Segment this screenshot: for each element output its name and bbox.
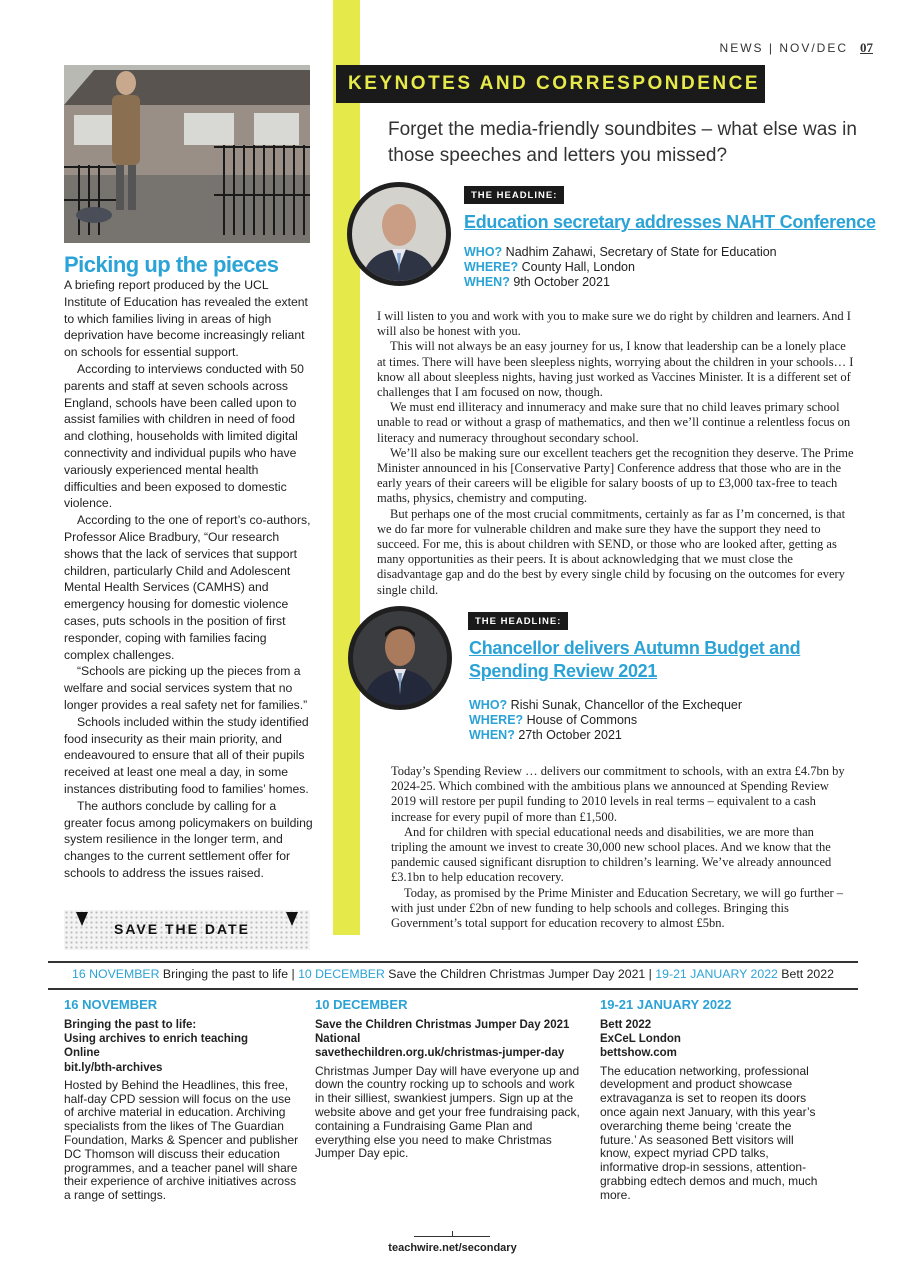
event-detail: Online xyxy=(64,1047,100,1060)
paragraph: According to the one of report’s co-authors, Professor Alice Bradbury, “Our research shows that the lack of services that support children, particularly Child and Adolescent Mental Health Services (CAMHS) and emergency housing for domestic violence cases, puts schools in the position of first responder, coping with families facing complex challenges. xyxy=(64,513,311,662)
left-article-title: Picking up the pieces xyxy=(64,252,279,277)
event-detail: ExCeL London xyxy=(600,1033,681,1046)
speaker-photo xyxy=(348,606,452,710)
school-gate-photo xyxy=(64,65,310,243)
strip-date: 19-21 JANUARY 2022 xyxy=(655,967,778,981)
when-value: 9th October 2021 xyxy=(513,275,610,289)
article-meta xyxy=(469,698,742,743)
accent-bar xyxy=(333,0,360,935)
events-strip xyxy=(48,967,858,981)
event-detail: Using archives to enrich teaching xyxy=(64,1033,249,1046)
who-value: Nadhim Zahawi, Secretary of State for Education xyxy=(505,245,777,259)
headline-line: Chancellor delivers Autumn Budget and xyxy=(469,638,801,658)
when-label: WHEN? xyxy=(464,275,510,289)
paragraph: We must end illiteracy and innumeracy and make sure that no child leaves primary school unable to read or without a grasp of mathematics, and then we’ll continue a relentless focus on literacy and numeracy throughout secondary school. xyxy=(377,400,851,445)
paragraph: The authors conclude by calling for a greater focus among policymakers on building system resilience in the longer term, and changes to the current settlement offer for schools to address the issues raised. xyxy=(64,798,313,880)
event-detail: Save the Children Christmas Jumper Day 2021 xyxy=(315,1019,570,1031)
article-headline[interactable]: Education secretary addresses NAHT Conference xyxy=(464,212,876,232)
event-description: Hosted by Behind the Headlines, this free, half-day CPD session will focus on the use of archive material in education. Archiving specialists from the likes of The Guardian Foundation, Marks & Spencer and publisher DC Thomson will discuss their education programmes, and a teacher panel will share their experience of archive initiatives across a range of settings. xyxy=(64,1077,299,1203)
article-meta xyxy=(464,245,777,290)
event-date: 19-21 JANUARY 2022 xyxy=(600,997,732,1012)
headline-line: Spending Review 2021 xyxy=(469,661,658,681)
event-detail: National xyxy=(315,1033,361,1046)
event-link[interactable]: bettshow.com xyxy=(600,1047,677,1060)
when-label: WHEN? xyxy=(469,728,515,742)
strip-date: 16 NOVEMBER xyxy=(72,967,160,981)
section-label: NEWS | NOV/DEC xyxy=(719,41,848,55)
where-value: House of Commons xyxy=(526,713,638,727)
left-article-body xyxy=(64,277,314,882)
running-head xyxy=(720,40,873,56)
event-card xyxy=(315,998,585,1161)
event-detail: Bett 2022 xyxy=(600,1019,652,1031)
paragraph: Schools included within the study identified food insecurity as their main priority, and endeavoured to ensure that all of their pupils received at least one meal a day, in some instances distributing food to families’ homes. xyxy=(64,714,309,796)
article-body xyxy=(377,309,855,598)
event-description: The education networking, professional development and product showcase extravaganza is set to reopen its doors once again next January, with this year’s overarching theme being ‘create the future.’ As seasoned Bett visitors will know, expect myriad CPD talks, informative drop-in sessions, attention-grabbing edtech demos and much, much more. xyxy=(600,1063,818,1202)
paragraph: This will not always be an easy journey for us, I know that leadership can be a lonely place at times. There will have been sleepless nights, worrying about the children in your schools… I know all about sleepless nights, having just worked as Vaccines Minister. It is a different set of challenges that I am focused on now, though. xyxy=(377,339,854,400)
event-card xyxy=(600,998,825,1203)
strip-text: Save the Children Christmas Jumper Day 2021 | xyxy=(384,967,656,981)
event-link[interactable]: savethechildren.org.uk/christmas-jumper-day xyxy=(315,1047,565,1060)
footer-tick xyxy=(452,1231,453,1237)
event-date: 16 NOVEMBER xyxy=(64,997,158,1012)
event-detail: Bringing the past to life: xyxy=(64,1019,197,1031)
when-value: 27th October 2021 xyxy=(518,728,622,742)
article-headline[interactable] xyxy=(469,637,869,683)
strip-text: Bett 2022 xyxy=(777,967,834,981)
who-label: WHO? xyxy=(464,245,503,259)
strip-text: Bringing the past to life | xyxy=(159,967,299,981)
paragraph: Today, as promised by the Prime Minister and Education Secretary, we will go further – with just under £2bn of new funding to help schools and colleges. Bringing this Government’s total support for education recovery to almost £5bn. xyxy=(391,885,844,931)
who-label: WHO? xyxy=(469,698,508,712)
paragraph: A briefing report produced by the UCL Institute of Education has revealed the extent to which families living in areas of high deprivation have become increasingly reliant on schools for essential support. xyxy=(64,278,308,360)
section-banner-title: KEYNOTES AND CORRESPONDENCE xyxy=(348,73,761,94)
triangle-icon xyxy=(76,912,88,926)
headline-tag: THE HEADLINE: xyxy=(468,612,568,630)
paragraph: I will listen to you and work with you to make sure we do right by children and learners. And I will also be honest with you. xyxy=(377,309,851,339)
headline-tag: THE HEADLINE: xyxy=(464,186,564,204)
save-the-date-banner xyxy=(64,910,310,950)
paragraph: “Schools are picking up the pieces from a welfare and social services system that no longer provides a real safety net for families.” xyxy=(64,664,308,712)
event-description: Christmas Jumper Day will have everyone up and down the country rocking up to schools and work in their silliest, swankiest jumpers. Sign up at the website above and get your free fundraising pack, containing a Fundraising Game Plan and everything else you need to make Christmas Jumper Day epic. xyxy=(315,1063,580,1161)
divider xyxy=(48,961,858,963)
paragraph: But perhaps one of the most crucial commitments, certainly as far as I’m concerned, is that we do far more for vulnerable children and make sure they have the support they need to succeed. For me, this is about children with SEND, or those who are looked after, getting as many opportunities as their peers. It is about acknowledging that we must close the disadvantage gap and do the best by every single child by focusing on the outcomes for every single child. xyxy=(377,506,846,597)
triangle-icon xyxy=(286,912,298,926)
where-label: WHERE? xyxy=(464,260,519,274)
event-link[interactable]: bit.ly/bth-archives xyxy=(64,1061,163,1074)
where-value: County Hall, London xyxy=(521,260,635,274)
section-intro: Forget the media-friendly soundbites – what else was in those speeches and letters you missed? xyxy=(388,119,857,166)
article-body xyxy=(391,764,853,931)
event-date: 10 DECEMBER xyxy=(315,997,408,1012)
divider xyxy=(48,988,858,990)
footer-url[interactable]: teachwire.net/secondary xyxy=(388,1242,517,1254)
strip-date: 10 DECEMBER xyxy=(298,967,385,981)
paragraph: And for children with special educational needs and disabilities, we are more than tripling the amount we invest to create 30,000 new school places. And we know that the pandemic caused significant disruption to children’s learning. We’ve already announced £3.1bn to help education recovery. xyxy=(391,824,832,885)
event-card xyxy=(64,998,304,1203)
section-banner xyxy=(336,65,765,103)
save-the-date-label: SAVE THE DATE xyxy=(114,921,250,937)
page-number: 07 xyxy=(860,40,873,55)
where-label: WHERE? xyxy=(469,713,524,727)
speaker-photo xyxy=(347,182,451,286)
paragraph: According to interviews conducted with 50 parents and staff at seven schools across England, schools have been called upon to assist families with children in need of food and clothing, households with limited digital connectivity and individual pupils who have variously experienced mental health difficulties and been exposed to domestic violence. xyxy=(64,361,304,511)
paragraph: Today’s Spending Review … delivers our commitment to schools, with an extra £4.7bn by 2024-25. Which combined with the ambitious plans we announced at Spending Review 2019 will restore per pupil funding to 2010 levels in real terms – equivalent to a cash increase for every pupil of more than £1,500. xyxy=(391,764,845,824)
who-value: Rishi Sunak, Chancellor of the Exchequer xyxy=(510,698,743,712)
paragraph: We’ll also be making sure our excellent teachers get the recognition they deserve. The Prime Minister announced in his [Conservative Party] Conference address that those who are in the early years of their careers will be eligible for salary boosts of up to £3,000 tax-free to teach maths, physics, chemistry and computing. xyxy=(377,445,854,506)
